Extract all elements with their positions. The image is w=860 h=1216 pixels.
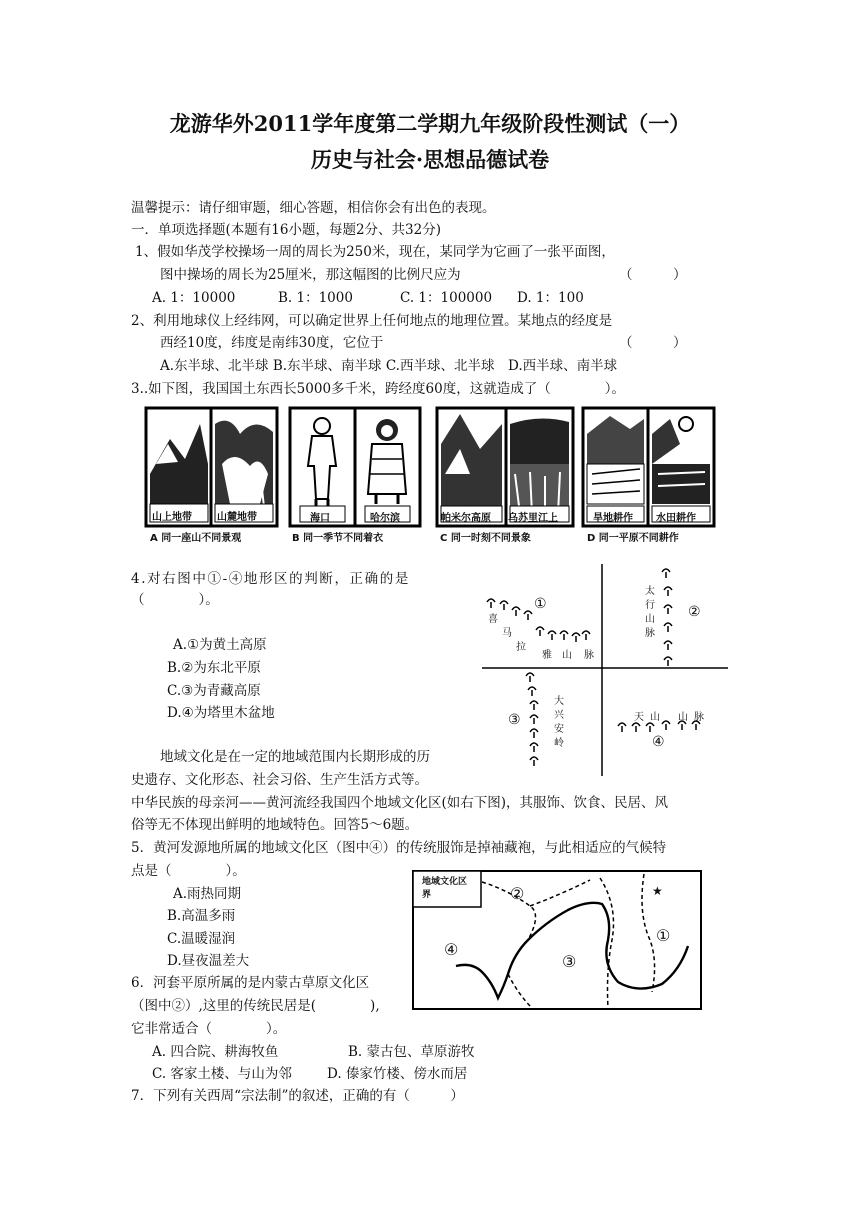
q5-line2: 点是（ ）。 xyxy=(131,863,246,879)
q2-options: A.东半球、北半球 B.东半球、南半球 C.西半球、北半球 D.西半球、南半球 xyxy=(160,358,618,374)
exam-title: 龙游华外2011学年度第二学期九年级阶段性测试（一） xyxy=(169,111,691,136)
capital-star-icon: ★ xyxy=(652,884,663,898)
daxinganling-label-1: 大 xyxy=(554,696,564,707)
q1-option-b: B. 1：1000 xyxy=(278,290,353,306)
q4-terrain-map xyxy=(482,564,728,776)
q6-line2: （图中②）,这里的传统民居是( ), xyxy=(131,998,380,1014)
himalaya-label-3: 拉 xyxy=(516,642,526,653)
q3-figure-svg xyxy=(140,404,720,546)
tianshan-label-2: 山 xyxy=(650,712,660,723)
q6-option-b: B. 蒙古包、草原游牧 xyxy=(348,1044,475,1060)
culture-line2: 史遗存、文化形态、社会习俗、生产生活方式等。 xyxy=(131,772,428,788)
himalaya-label-4: 雅 xyxy=(542,650,552,661)
tianshan-label-4: 脉 xyxy=(694,712,704,723)
culture-region-map xyxy=(412,870,702,1010)
daxinganling-label-3: 安 xyxy=(554,724,564,735)
himalaya-label-2: 马 xyxy=(502,628,512,639)
q6-option-d: D. 傣家竹楼、傍水而居 xyxy=(327,1066,468,1082)
panel-c-caption: C 同一时刻不同景象 xyxy=(440,533,531,544)
taihang-label-2: 行 xyxy=(645,600,655,611)
panel-d-sub1: 旱地耕作 xyxy=(593,513,633,524)
q4-option-a: A.①为黄土高原 xyxy=(173,637,267,653)
panel-c-sub1: 帕米尔高原 xyxy=(441,513,491,524)
taihang-label-1: 太 xyxy=(645,586,655,597)
section-heading: 一．单项选择题(本题有16小题，每题2分、共32分) xyxy=(131,222,441,238)
map-legend-label: 地域文化区界 xyxy=(422,877,468,900)
q5-option-d: D.昼夜温差大 xyxy=(167,953,250,969)
q3-line1: 3..如下图，我国国土东西长5000多千米，跨经度60度，这就造成了（ ）。 xyxy=(131,381,625,397)
culture-line3: 中华民族的母亲河——黄河流经我国四个地域文化区(如右下图)，其服饰、饮食、民居、风 xyxy=(131,795,669,811)
q6-option-a: A. 四合院、耕海牧鱼 xyxy=(152,1044,279,1060)
region-1-marker: ① xyxy=(534,596,547,612)
culture-line4: 俗等无不体现出鲜明的地域特色。回答5～6题。 xyxy=(131,817,419,833)
panel-b-sub2: 哈尔滨 xyxy=(370,513,400,524)
q1-option-d: D. 1：100 xyxy=(517,290,584,306)
region-4-marker: ④ xyxy=(652,734,665,750)
q1-line1: 1、假如华茂学校操场一周的周长为250米，现在，某同学为它画了一张平面图， xyxy=(135,244,615,260)
q5-option-c: C.温暖湿润 xyxy=(167,931,236,947)
q1-option-a: A. 1：10000 xyxy=(152,290,236,306)
q6-line1: 6．河套平原所属的是内蒙古草原文化区 xyxy=(131,975,370,991)
q3-figure xyxy=(140,404,720,546)
culture-region-4: ④ xyxy=(444,940,459,959)
himalaya-label-6: 脉 xyxy=(584,650,594,661)
panel-a-sub2: 山麓地带 xyxy=(217,512,257,523)
daxinganling-label-2: 兴 xyxy=(554,710,564,721)
q6-line3: 它非常适合（ ）。 xyxy=(131,1021,287,1037)
panel-d-caption: D 同一平原不同耕作 xyxy=(587,533,679,544)
culture-region-1: ① xyxy=(656,926,671,945)
tip-text: 温馨提示：请仔细审题，细心答题，相信你会有出色的表现。 xyxy=(131,200,496,216)
q1-answer-paren: （ ） xyxy=(619,267,687,283)
q5-line1: 5．黄河发源地所属的地域文化区（图中④）的传统服饰是掉袖藏袍，与此相适应的气候特 xyxy=(131,840,667,856)
region-3-marker: ③ xyxy=(508,712,521,728)
himalaya-label-5: 山 xyxy=(562,650,572,661)
tianshan-label-3: 山 xyxy=(678,712,688,723)
q1-option-c: C. 1：100000 xyxy=(400,290,493,306)
culture-line1: 地域文化是在一定的地域范围内长期形成的历 xyxy=(160,749,430,765)
q4-terrain-map-svg xyxy=(482,564,728,776)
panel-a-caption: A 同一座山不同景观 xyxy=(150,533,242,544)
culture-region-3: ③ xyxy=(562,952,577,971)
q2-line1: 2、利用地球仪上经纬网，可以确定世界上任何地点的地理位置。某地点的经度是 xyxy=(131,313,613,329)
culture-region-2: ② xyxy=(510,884,525,903)
himalaya-label-1: 喜 xyxy=(488,614,498,625)
taihang-label-4: 脉 xyxy=(645,628,655,639)
q5-option-b: B.高温多雨 xyxy=(167,908,236,924)
taihang-label-3: 山 xyxy=(645,614,655,625)
daxinganling-label-4: 岭 xyxy=(554,738,564,749)
q4-option-c: C.③为青藏高原 xyxy=(167,683,261,699)
q4-line2: （ ）。 xyxy=(131,592,219,608)
panel-b-caption: B 同一季节不同着衣 xyxy=(292,533,384,544)
panel-a-sub1: 山上地带 xyxy=(152,512,192,523)
q5-option-a: A.雨热同期 xyxy=(173,886,242,902)
q2-answer-paren: （ ） xyxy=(619,335,687,351)
tianshan-label-1: 天 xyxy=(634,712,644,723)
q4-option-b: B.②为东北平原 xyxy=(167,660,261,676)
panel-c-sub2: 乌苏里江上 xyxy=(508,513,558,524)
region-2-marker: ② xyxy=(688,604,701,620)
q2-line2: 西经10度，纬度是南纬30度，它位于 xyxy=(160,335,384,351)
q6-option-c: C. 客家土楼、与山为邻 xyxy=(152,1066,292,1082)
q1-line2: 图中操场的周长为25厘米，那这幅图的比例尺应为 xyxy=(160,267,461,283)
q4-option-d: D.④为塔里木盆地 xyxy=(167,705,275,721)
panel-d-sub2: 水田耕作 xyxy=(656,513,696,524)
exam-subtitle: 历史与社会·思想品德试卷 xyxy=(310,147,550,172)
q7-line1: 7．下列有关西周“宗法制”的叙述，正确的有（ ） xyxy=(131,1088,464,1104)
panel-b-sub1: 海口 xyxy=(310,513,330,524)
q4-line1: 4.对右图中①-④地形区的判断，正确的是 xyxy=(131,571,410,587)
